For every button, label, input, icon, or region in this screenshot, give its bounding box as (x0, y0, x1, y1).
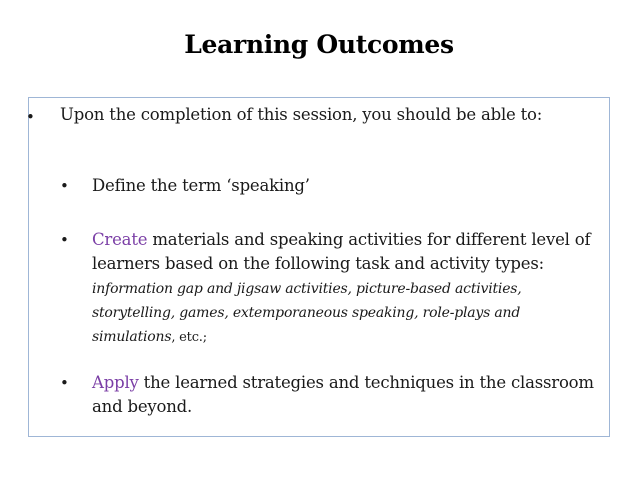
slide-title: Learning Outcomes (184, 30, 454, 59)
activity-types: information gap and jigsaw activities, picture-based activities, storytelling, games, extemporaneous speaking, role-plays and simulations (92, 281, 522, 345)
list-item-body: the learned strategies and techniques in the classroom and beyond. (92, 373, 594, 416)
list-item (60, 228, 605, 350)
list-item (60, 174, 605, 198)
bullet-marker: • (60, 374, 69, 392)
bullet-marker: • (60, 231, 69, 249)
list-item (60, 371, 605, 419)
keyword-apply: Apply (92, 373, 139, 392)
list-item-text: Define the term ‘speaking’ (92, 176, 310, 195)
list-item-text (92, 228, 605, 350)
list-item-suffix: , etc.; (171, 330, 207, 345)
bullet-marker: • (60, 177, 69, 195)
list-item-text (92, 371, 605, 419)
list-item-body: materials and speaking activities for different level of learners based on the following task and activity types: (92, 230, 591, 273)
intro-text: Upon the completion of this session, you should be able to: (60, 105, 543, 124)
keyword-create: Create (92, 230, 148, 249)
bullet-marker: • (26, 108, 35, 126)
